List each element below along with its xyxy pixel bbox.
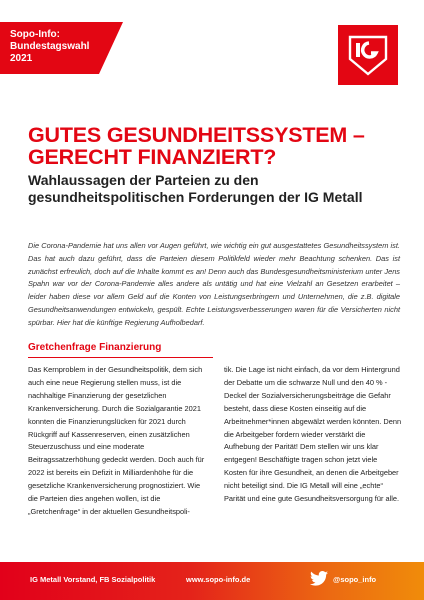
- twitter-bird-icon[interactable]: [310, 571, 328, 591]
- badge-line-2: Bundestagswahl: [10, 41, 90, 52]
- body-column-right: tik. Die Lage ist nicht einfach, da vor dem Hintergrund der Debatte um die schwarze Null und den 40 % - Deckel der Sozialversicherungsbeiträge die Gefahr besteht, dass diese Kosten einseitig auf die Arbeitnehmer*innen abgewälzt werden könnten. Denn die Arbeitgeber fordern wieder verstärkt die Aufhebung der Parität! Dem stellen wir uns klar entgegen! Beschäftigte tragen schon jetzt viele Kosten für ihre Gesundheit, an denen die Arbeitgeber nicht beteiligt sind. Die IG Metall will eine „echte“ Parität und eine gute Gesundheitsversorgung für alle.: [224, 365, 402, 504]
- footer: [0, 562, 424, 600]
- ig-metall-logo-icon: [338, 25, 398, 85]
- footer-website-link[interactable]: www.sopo-info.de: [186, 575, 251, 584]
- badge-line-3: 2021: [10, 53, 33, 64]
- badge-line-1: Sopo-Info:: [10, 29, 60, 40]
- twitter-bird-icon-svg: [310, 571, 328, 586]
- headline: GUTES GESUNDHEITSSYSTEM – GERECHT FINANZIERT?: [28, 123, 365, 169]
- intro-paragraph: Die Corona-Pandemie hat uns allen vor Augen geführt, wie wichtig ein gut ausgestattetes Gesundheitssystem ist. Das hat auch dazu geführt, dass die Parteien diesem Politikfeld wieder mehr Beachtung schenken. Das ist zunächst erfreulich, doch auf die Inhalte kommt es an! Denn auch das Bundesgesundheitsministerium unter Jens Spahn war vor der Corona-Pandemie alles andere als untätig und hat eine Vielzahl an Gesetzen erarbeitet – leider haben diese vor allem Geld auf die Konten von Leistungserbringern und Unternehmen, die z.B. digitale Gesundheitsanwendungen entwickeln, gespült. Echte Leistungsverbesserungen waren für die Versicherten nicht spürbar. Hier hat die künftige Regierung Aufholbedarf.: [28, 241, 400, 327]
- subtitle: Wahlaussagen der Parteien zu den gesundheitspolitischen Forderungen der IG Metall: [28, 172, 363, 205]
- badge-text: [10, 29, 89, 65]
- footer-twitter-handle[interactable]: @sopo_info: [333, 575, 377, 584]
- ig-metall-logo: [338, 25, 398, 85]
- body-column-left: Das Kernproblem in der Gesundheitspolitik, dem sich auch eine neue Regierung stellen muss, ist die nachhaltige Finanzierung der gesetzlichen Krankenversicherung. Durch die Sozialgarantie 2021 konnten die Finanzierungslücken für 2021 durch Rückgriff auf Kassenreserven, einen zusätzlichen Steuerzuschuss und eine moderate Beitragssatzerhöhung gedeckt werden. Doch auch für 2022 ist bereits ein Defizit in Milliardenhöhe für die gesetzliche Krankenversicherung prognostiziert. Wie die Parteien dies angehen wollen, ist die „Gretchenfrage“ in der aktuellen Gesundheitspoli-: [28, 365, 205, 516]
- section-heading: Gretchenfrage Finanzierung: [28, 342, 213, 358]
- footer-publisher: IG Metall Vorstand, FB Sozialpolitik: [30, 575, 156, 584]
- info-badge: [0, 22, 123, 74]
